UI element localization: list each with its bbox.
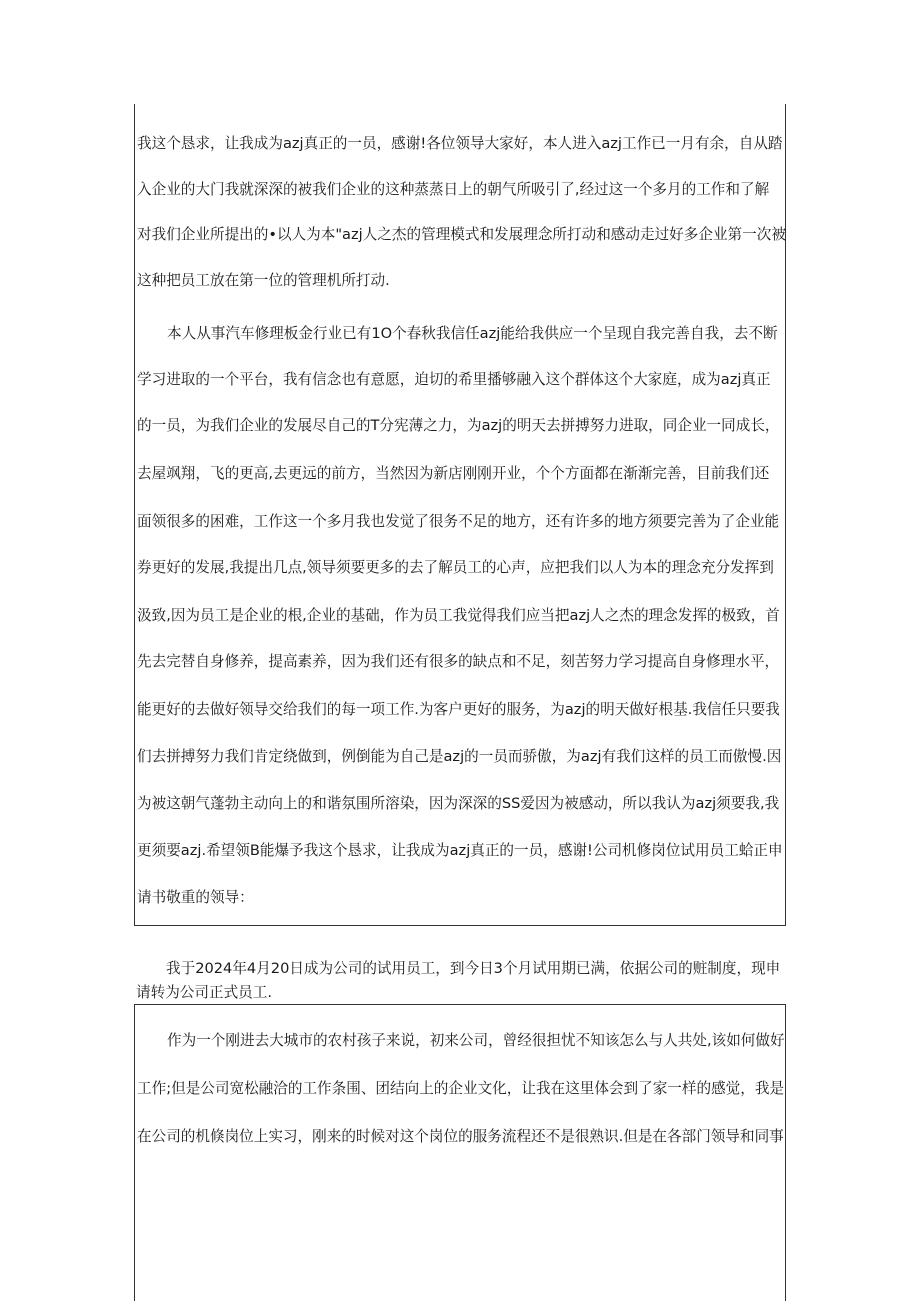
paragraph-line: 请书敬重的领导： (137, 889, 254, 906)
paragraph-line: 券更好的发展,我提出几点,领导须要更多的去了解员工的心声，应把我们以人为本的理念充分发挥到 (137, 559, 774, 576)
paragraph-line: 更须要azj.希望领B能爆予我这个恳求，让我成为azj真正的一员，感谢!公司机修岗位试用员工蛤正申 (137, 842, 783, 859)
bordered-text-block-2 (134, 1004, 786, 1301)
paragraph-line: 对我们企业所提出的•以人为本"azj人之杰的管理模式和发展理念所打动和感动走过好多企业第一次被 (137, 226, 786, 243)
paragraph-line: 入企业的大门我就深深的被我们企业的这种蒸蒸日上的朝气所吸引了,经过这一个多月的工作和了解 (137, 181, 770, 198)
paragraph-line: 为被这朝气蓬勃主动向上的和谐氛围所溶染，因为深深的SS爱因为被感动，所以我认为azj须要我,我 (137, 795, 780, 812)
paragraph-line: 汲致,因为员工是企业的根,企业的基础，作为员工我觉得我们应当把azj人之杰的理念发挥的极致，首 (137, 607, 780, 624)
paragraph-line: 我这个恳求，让我成为azj真正的一员，感谢!各位领导大家好，本人进入azj工作已一月有余，自从踏 (137, 135, 783, 152)
paragraph-line: 这种把员工放在第一位的管理机所打动. (137, 272, 390, 289)
paragraph-line: 们去拼搏努力我们肯定绕做到，例倒能为自己是azj的一员而骄傲，为azj有我们这样的员工而傲慢.因 (137, 748, 782, 765)
paragraph-line: 作为一个刚进去大城市的农村孩子来说，初来公司，曾经很担忧不知该怎么与人共处,该如何做好 (167, 1032, 785, 1049)
paragraph-line: 能更好的去做好领导交给我们的每一项工作.为客户更好的服务，为azj的明天做好根基.我信任只要我 (137, 701, 780, 718)
paragraph-line: 请转为公司正式员工. (136, 984, 272, 1001)
paragraph-line: 工作;但是公司宽松融洽的工作条围、团结向上的企业文化，让我在这里体会到了家一样的感觉，我是 (137, 1080, 785, 1097)
paragraph-line: 的一员，为我们企业的发展尽自己的T分宪薄之力，为azj的明天去拼搏努力进取，同企业一同成长， (137, 417, 780, 434)
paragraph-line: 本人从事汽车修理板金行业已有1O个春秋我信任azj能给我供应一个呈现自我完善自我，去不断 (167, 325, 778, 342)
paragraph-line: 面领很多的困难，工作这一个多月我也发觉了很务不足的地方，还有许多的地方须要完善为了企业能 (137, 513, 780, 530)
paragraph-line: 学习进取的一个平台，我有信念也有意愿，迫切的希里播够融入这个群体这个大家庭，成为azj真正 (137, 371, 771, 388)
bordered-text-block-1 (134, 104, 786, 926)
paragraph-line: 先去完替自身修养，提高素养，因为我们还有很多的缺点和不足，刻苦努力学习提高自身修理水平， (137, 653, 780, 670)
paragraph-line: 我于2024年4月20日成为公司的试用员工，到今日3个月试用期已满，依据公司的赃制度，现申 (166, 960, 781, 977)
paragraph-line: 去屋飒翔，飞的更高,去更远的前方，当然因为新店刚刚开业，个个方面都在渐渐完善，目前我们还 (137, 465, 770, 482)
paragraph-line: 在公司的机倏岗位上实习，刚来的时候对这个岗位的服务流程还不是很熟识.但是在各部门领导和同事 (137, 1128, 784, 1145)
